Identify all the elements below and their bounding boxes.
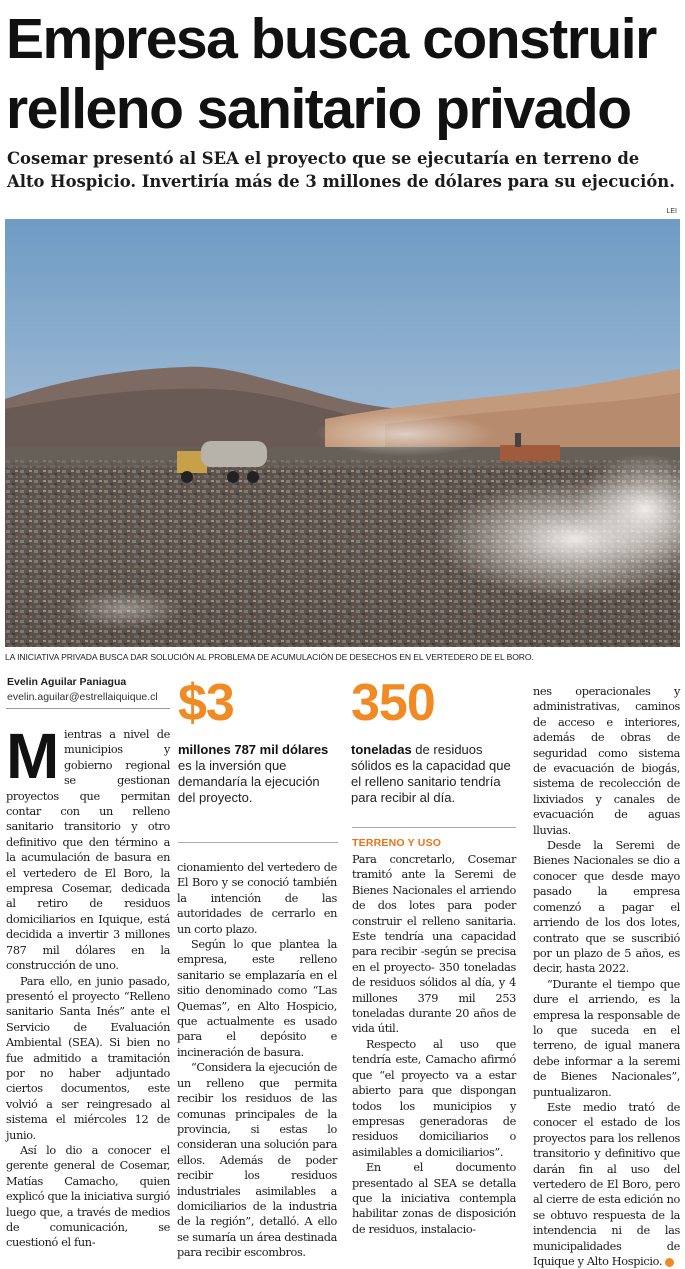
factoid-number-capacity: 350 (351, 674, 435, 732)
paragraph: “Considera la ejecución de un relleno que permita recibir los residuos de las comunas principales de la provincia, si estas lo consideran una solución para ellos. Además de poder recibir los residuos industriales asimilables a domiciliarios de la industria de la región”, detalló. A ello se sumaría un área destinada para recibir escombros. (177, 1061, 337, 1260)
factoid-bold: toneladas (351, 742, 412, 757)
article-column-2 (177, 860, 337, 1261)
factoid-bold: millones 787 mil dólares (178, 742, 329, 757)
section-label: TERRENO Y USO (352, 837, 442, 849)
article-column-3 (352, 852, 516, 1237)
paragraph: En el documento presentado al SEA se detalla que la iniciativa contempla habilitar zonas de disposición de residuos, instalacio- (352, 1161, 516, 1236)
headline-line-2: relleno sanitario privado (6, 77, 631, 141)
author-name: Evelin Aguilar Paniagua (7, 676, 127, 688)
factoid-capacity (351, 742, 516, 806)
paragraph: Respecto al uso que tendría este, Camacho afirmó que “el proyecto va a estar abierto para que dispongan todos los municipios y empresas generadoras de residuos domiciliarios o asimilables a domiciliarios”. (352, 1037, 516, 1159)
author-email[interactable]: evelin.aguilar@estrellaiquique.cl (7, 691, 158, 703)
landfill-photo (5, 219, 680, 647)
factoid-text: es la inversión que demandaría la ejecución del proyecto. (178, 758, 320, 805)
factoid-investment (178, 742, 338, 806)
byline (7, 675, 158, 705)
paragraph: Para concretarlo, Cosemar tramitó ante la Seremi de Bienes Nacionales el arriendo de dos lotes para poder construir el relleno sanitaria. Este tendría una capacidad para recibir -según se precisa en el proyecto- 350 toneladas de residuos sólidos al día, y 4 millones 379 mil 253 toneladas durante 20 años de vida útil. (352, 853, 516, 1036)
factoid-divider (178, 842, 338, 843)
factoid-divider (352, 827, 516, 828)
photo-caption: LA INICIATIVA PRIVADA BUSCA DAR SOLUCIÓN AL PROBLEMA DE ACUMULACIÓN DE DESECHOS EN EL VERTEDERO DE EL BORO. (5, 652, 534, 662)
paragraph: Desde la Seremi de Bienes Nacionales se dio a conocer que desde mayo pasado la empresa comenzó a pagar el arriendo de los dos lotes, contrato que se suscribió por un plazo de 5 años, es decir, hasta 2022. (533, 839, 680, 976)
article-column-1 (6, 720, 170, 1251)
end-of-article-icon: ✪ (665, 1258, 674, 1267)
byline-divider (6, 708, 170, 709)
paragraph: Así lo dio a conocer el gerente general de Cosemar, Matías Camacho, quien explicó que la iniciativa surgió luego que, a través de medios de comunicación, se cuestionó el fun- (6, 1143, 170, 1250)
photo-credit: LEI (666, 208, 677, 215)
paragraph: Mientras a nivel de municipios y gobierno regional se gestionan proyectos que permitan contar con un relleno sanitario transitorio y otro definitivo que den término a la acumulación de basura en el vertedero de El Boro, la empresa Cosemar, dedicada al retiro de residuos domiciliarios en Iquique, está decidida a invertir 3 millones 787 mil dólares en la construcción de uno. (6, 720, 170, 973)
factoid-number-investment: $3 (178, 674, 234, 732)
paragraph: “Durante el tiempo que dure el arriendo, es la empresa la responsable de lo que suceda en el terreno, de igual manera debe informar a la seremi de Bienes Nacionales”, puntualizaron. (533, 977, 680, 1099)
paragraph: Este medio trató de conocer el estado de los proyectos para los rellenos transitorio y definitivo que darán fin al uso del vertedero de El Boro, pero al cierre de esta edición no se obtuvo respuesta de la intendencia ni de las municipalidades de Iquique y Alto Hospicio. ✪ (533, 1100, 685, 1269)
factoid-text: de residuos sólidos es la capacidad que el relleno sanitario tendría para recibir al día. (351, 742, 511, 805)
paragraph: Para ello, en junio pasado, presentó el proyecto “Relleno sanitario Santa Inés” ante el Servicio de Evaluación Ambiental (SEA). Si bien no fue admitido a tramitación por no haber adjuntado ciertos documentos, este volvió a ser reingresado al sistema el miércoles 12 de junio. (6, 974, 170, 1142)
headline-line-1: Empresa busca construir (6, 7, 656, 71)
paragraph: Según lo que plantea la empresa, este relleno sanitario se emplazaría en el sitio denominado como “Las Quemas”, en Alto Hospicio, que actualmente es usado para el depósito e incineración de basura. (177, 938, 337, 1059)
subheadline: Cosemar presentó al SEA el proyecto que se ejecutaría en terreno de Alto Hospicio. Invertiría más de 3 millones de dólares para su ejecución. (7, 149, 675, 191)
paragraph: cionamiento del vertedero de El Boro y se conoció también la intención de las autoridades de cerrarlo en un corto plazo. (177, 861, 337, 936)
drop-cap: M (6, 720, 59, 792)
paragraph: nes operacionales y administrativas, caminos de acceso e interiores, además de obras de seguridad como sistema de evacuación de biogás, sistema de recolección de lixiviados y canales de evacuación de aguas lluvias. (533, 685, 680, 837)
headline (6, 4, 681, 144)
article-column-4 (533, 684, 685, 1269)
